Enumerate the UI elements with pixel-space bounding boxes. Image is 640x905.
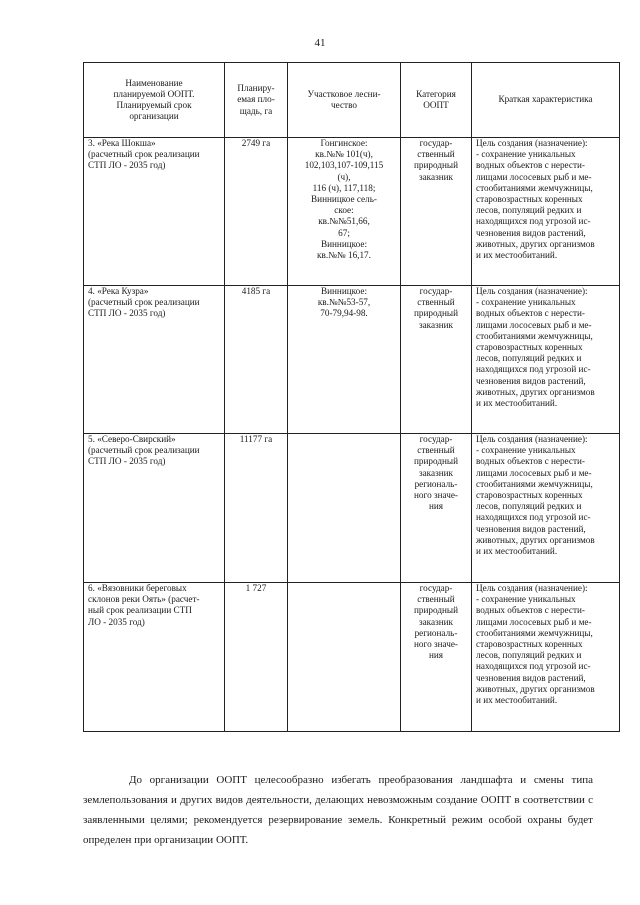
oopt-forestry [288,434,401,583]
oopt-forestry [288,583,401,732]
oopt-description: Цель создания (назначение): - сохранение уникальных водных объектов с нерести- лищами лососевых рыб и ме- стообитаниями жемчужницы, старовозрастных коренных лесов, популяций редких и находящихся под угрозой ис- чезновения видов растений, животных, других организмов и их местообитаний. [472,434,620,583]
oopt-name: 5. «Северо-Свирский» (расчетный срок реализации СТП ЛО - 2035 год) [84,434,225,583]
oopt-name: 4. «Река Кузра» (расчетный срок реализации СТП ЛО - 2035 год) [84,286,225,434]
table-row [84,583,620,732]
oopt-description: Цель создания (назначение): - сохранение уникальных водных объектов с нерести- лищами лососевых рыб и ме- стообитаниями жемчужницы, старовозрастных коренных лесов, популяций редких и находящихся под угрозой ис- чезновения видов растений, животных, других организмов и их местообитаний. [472,583,620,732]
oopt-category: государ- ственный природный заказник [401,286,472,434]
oopt-name: 3. «Река Шокша» (расчетный срок реализации СТП ЛО - 2035 год) [84,138,225,286]
header-name: Наименование планируемой ООПТ. Планируемый срок организации [84,63,225,138]
oopt-category: государ- ственный природный заказник [401,138,472,286]
oopt-area: 1 727 [225,583,288,732]
oopt-area: 4185 га [225,286,288,434]
table-row [84,286,620,434]
oopt-name: 6. «Вязовники береговых склонов реки Оять» (расчет- ный срок реализации СТП ЛО - 2035 год) [84,583,225,732]
oopt-description: Цель создания (назначение): - сохранение уникальных водных объектов с нерести- лищами лососевых рыб и ме- стообитаниями жемчужницы, старовозрастных коренных лесов, популяций редких и находящихся под угрозой ис- чезновения видов растений, животных, других организмов и их местообитаний. [472,138,620,286]
header-description: Краткая характеристика [472,63,620,138]
oopt-description: Цель создания (назначение): - сохранение уникальных водных объектов с нерести- лищами лососевых рыб и ме- стообитаниями жемчужницы, старовозрастных коренных лесов, популяций редких и находящихся под угрозой ис- чезновения видов растений, животных, других организмов и их местообитаний. [472,286,620,434]
oopt-area: 11177 га [225,434,288,583]
oopt-area: 2749 га [225,138,288,286]
header-forestry: Участковое лесни- чество [288,63,401,138]
table-row [84,434,620,583]
header-area: Планиру- емая пло- щадь, га [225,63,288,138]
page-number: 41 [314,37,326,49]
oopt-category: государ- ственный природный заказник региональ- ного значе- ния [401,583,472,732]
oopt-forestry: Винницкое: кв.№№53-57, 70-79,94-98. [288,286,401,434]
table-row [84,138,620,286]
header-category: Категория ООПТ [401,63,472,138]
oopt-table [83,62,620,732]
table-header-row [84,63,620,138]
body-paragraph: До организации ООПТ целесообразно избегать преобразования ландшафта и смены типа землепользования и других видов деятельности, делающих невозможным создание ООПТ в соответствии с заявленными целями; рекомендуется резервирование земель. Конкретный режим особой охраны будет определен при организации ООПТ. [83,774,593,846]
oopt-category: государ- ственный природный заказник региональ- ного значе- ния [401,434,472,583]
oopt-forestry: Гонгинское: кв.№№ 101(ч), 102,103,107-109,115 (ч), 116 (ч), 117,118; Винницкое сель- ское: кв.№№51,66, 67; Винницкое: кв.№№ 16,17. [288,138,401,286]
